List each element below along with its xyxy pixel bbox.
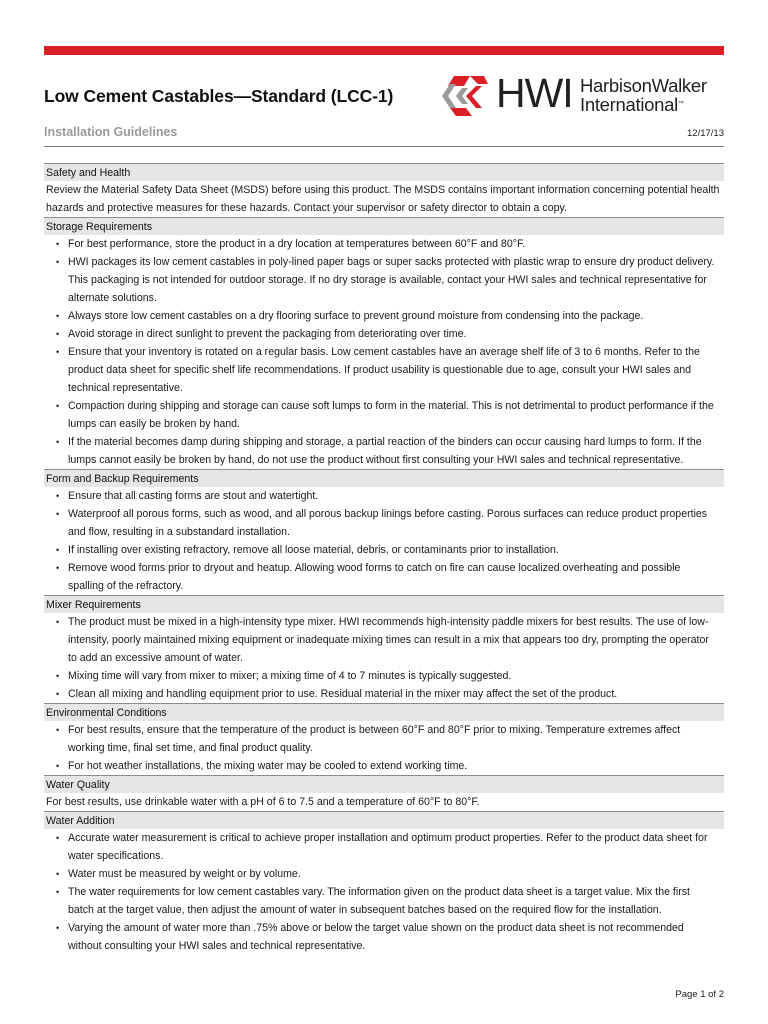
bullet-item: • Water must be measured by weight or by volume. — [44, 865, 724, 883]
section-heading: Mixer Requirements — [44, 595, 724, 613]
bullet-list — [44, 487, 724, 595]
hwi-logo-mark-icon — [440, 74, 490, 118]
document-title: Low Cement Castables—Standard (LCC-1) — [44, 86, 394, 106]
section-mixer-requirements — [44, 595, 724, 703]
document-body — [44, 163, 724, 955]
bullet-item: • For hot weather installations, the mixing water may be cooled to extend working time. — [44, 757, 724, 775]
header-divider — [44, 146, 724, 147]
bullet-item: • For best results, ensure that the temperature of the product is between 60°F and 80°F prior to mixing. Temperature extremes affect working time, final set time, and final product quality. — [44, 721, 724, 757]
section-water-addition — [44, 811, 724, 955]
section-water-quality — [44, 775, 724, 811]
bullet-item: • Waterproof all porous forms, such as wood, and all porous backup linings before casting. Porous surfaces can reduce product properties and flow, resulting in a substandard installation. — [44, 505, 724, 541]
bullet-item: • Always store low cement castables on a dry flooring surface to prevent ground moisture from condensing into the package. — [44, 307, 724, 325]
section-safety-and-health — [44, 163, 724, 217]
bullet-item: • Ensure that your inventory is rotated on a regular basis. Low cement castables have an average shelf life of 3 to 6 months. Refer to the product data sheet for specific shelf life recommendations. If product usability is questionable due to age, consult your HWI sales and technical representative. — [44, 343, 724, 397]
logo-name-line-1: HarbisonWalker — [580, 75, 707, 96]
section-environmental-conditions — [44, 703, 724, 775]
bullet-list — [44, 235, 724, 469]
document-subtitle: Installation Guidelines — [44, 125, 178, 139]
section-paragraph: For best results, use drinkable water with a pH of 6 to 7.5 and a temperature of 60°F to 80°F. — [46, 796, 480, 808]
bullet-item: • HWI packages its low cement castables in poly-lined paper bags or super sacks protected with plastic wrap to ensure dry product delivery. This packaging is not intended for outdoor storage. If no dry storage is available, contact your HWI sales and technical representative for alternate solutions. — [44, 253, 724, 307]
bullet-item: • The product must be mixed in a high-intensity type mixer. HWI recommends high-intensity paddle mixers for best results. The use of low-intensity, poorly maintained mixing equipment or inadequate mixing times can result in a mix that appears too dry, prompting the operator to add an excessive amount of water. — [44, 613, 724, 667]
section-heading: Environmental Conditions — [44, 703, 724, 721]
bullet-item: • Mixing time will vary from mixer to mixer; a mixing time of 4 to 7 minutes is typically suggested. — [44, 667, 724, 685]
logo-name-line-2: International™ — [580, 94, 684, 115]
bullet-item: • Ensure that all casting forms are stout and watertight. — [44, 487, 724, 505]
bullet-list — [44, 829, 724, 955]
bullet-item: • If installing over existing refractory, remove all loose material, debris, or contaminants prior to installation. — [44, 541, 724, 559]
page-number: Page 1 of 2 — [675, 989, 724, 1000]
top-accent-bar — [44, 46, 724, 55]
bullet-item: • The water requirements for low cement castables vary. The information given on the product data sheet is a target value. Mix the first batch at the target value, then adjust the amount of water in subsequent batches based on the required flow for the installation. — [44, 883, 724, 919]
bullet-item: • Avoid storage in direct sunlight to prevent the packaging from deteriorating over time. — [44, 325, 724, 343]
section-paragraph: Review the Material Safety Data Sheet (MSDS) before using this product. The MSDS contains important information concerning potential health hazards and protective measures for these hazards. Contact your supervisor or safety director to obtain a copy. — [46, 184, 720, 214]
bullet-item: • Remove wood forms prior to dryout and heatup. Allowing wood forms to catch on fire can cause localized overheating and possible spalling of the refractory. — [44, 559, 724, 595]
section-heading: Storage Requirements — [44, 217, 724, 235]
bullet-list — [44, 613, 724, 703]
section-heading: Water Quality — [44, 775, 724, 793]
bullet-item: • Accurate water measurement is critical to achieve proper installation and optimum product properties. Refer to the product data sheet for water specifications. — [44, 829, 724, 865]
company-logo — [440, 70, 724, 118]
section-form-and-backup-requirements — [44, 469, 724, 595]
bullet-item: • If the material becomes damp during shipping and storage, a partial reaction of the binders can occur causing hard lumps to form. If the lumps cannot easily be broken by hand, do not use the product without first consulting your HWI sales and technical representative. — [44, 433, 724, 469]
document-date: 12/17/13 — [687, 128, 724, 139]
section-heading: Water Addition — [44, 811, 724, 829]
section-storage-requirements — [44, 217, 724, 469]
section-heading: Form and Backup Requirements — [44, 469, 724, 487]
bullet-item: • Varying the amount of water more than .75% above or below the target value shown on the product data sheet is not recommended without consulting your HWI sales and technical representative. — [44, 919, 724, 955]
logo-abbreviation: HWI — [496, 70, 573, 116]
logo-company-name — [580, 76, 707, 114]
bullet-list — [44, 721, 724, 775]
bullet-item: • For best performance, store the product in a dry location at temperatures between 60°F and 80°F. — [44, 235, 724, 253]
bullet-item: • Compaction during shipping and storage can cause soft lumps to form in the material. This is not detrimental to product performance if the lumps can easily be broken by hand. — [44, 397, 724, 433]
section-heading: Safety and Health — [44, 163, 724, 181]
bullet-item: • Clean all mixing and handling equipment prior to use. Residual material in the mixer may affect the set of the product. — [44, 685, 724, 703]
